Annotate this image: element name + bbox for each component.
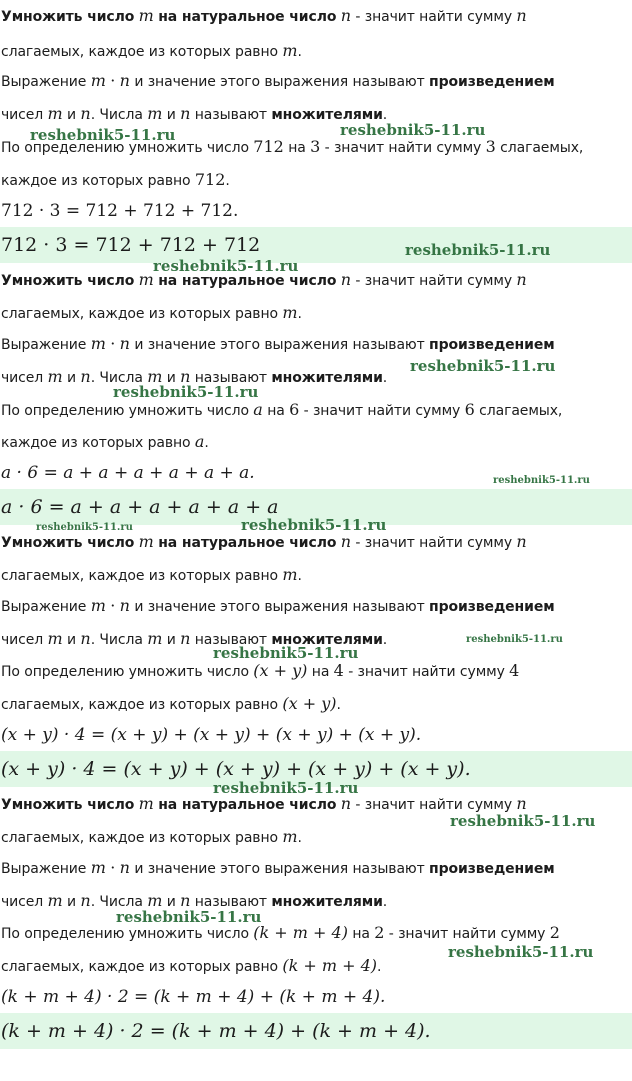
equation: (x + y) · 4 = (x + y) + (x + y) + (x + y) + (x + y). — [1, 725, 422, 745]
watermark: reshebnik5-11.ru — [450, 812, 596, 830]
watermark: reshebnik5-11.ru — [493, 475, 590, 486]
watermark: reshebnik5-11.ru — [213, 644, 359, 662]
equation: a · 6 = a + a + a + a + a + a. — [1, 463, 255, 483]
expression-line: Выражение m · n и значение этого выражения называют произведением — [1, 858, 555, 877]
watermark: reshebnik5-11.ru — [241, 516, 387, 534]
definition-line-1: Умножить число m на натуральное число n - значит найти сумму n — [1, 6, 527, 25]
by-definition-line: По определению умножить число a на 6 - значит найти сумму 6 слагаемых, — [1, 400, 563, 419]
watermark: reshebnik5-11.ru — [116, 908, 262, 926]
watermark: reshebnik5-11.ru — [213, 779, 359, 797]
each-term-line: каждое из которых равно a. — [1, 432, 209, 451]
watermark: reshebnik5-11.ru — [466, 634, 563, 645]
watermark: reshebnik5-11.ru — [410, 357, 556, 375]
watermark: reshebnik5-11.ru — [30, 126, 176, 144]
watermark: reshebnik5-11.ru — [153, 257, 299, 275]
watermark: reshebnik5-11.ru — [340, 121, 486, 139]
factors-line: чисел m и n. Числа m и n называют множителями. — [1, 629, 388, 648]
factors-line: чисел m и n. Числа m и n называют множителями. — [1, 367, 388, 386]
by-definition-line: По определению умножить число 712 на 3 - значит найти сумму 3 слагаемых, — [1, 137, 584, 156]
watermark: reshebnik5-11.ru — [448, 943, 594, 961]
expression-line: Выражение m · n и значение этого выражения называют произведением — [1, 596, 555, 615]
watermark: reshebnik5-11.ru — [36, 522, 133, 533]
each-term-line: каждое из которых равно 712. — [1, 170, 230, 189]
factors-line: чисел m и n. Числа m и n называют множителями. — [1, 891, 388, 910]
answer-box — [0, 1013, 632, 1049]
by-definition-line: По определению умножить число (x + y) на 4 - значит найти сумму 4 — [1, 661, 520, 680]
expression-line: Выражение m · n и значение этого выражения называют произведением — [1, 71, 555, 90]
by-definition-line: По определению умножить число (k + m + 4) на 2 - значит найти сумму 2 — [1, 923, 560, 942]
factors-line: чисел m и n. Числа m и n называют множителями. — [1, 104, 388, 123]
each-term-line: слагаемых, каждое из которых равно (k + m + 4). — [1, 956, 382, 975]
answer: a · 6 = a + a + a + a + a + a — [1, 496, 279, 518]
watermark: reshebnik5-11.ru — [113, 383, 259, 401]
each-term-line: слагаемых, каждое из которых равно (x + y). — [1, 694, 341, 713]
answer: (x + y) · 4 = (x + y) + (x + y) + (x + y) + (x + y). — [1, 758, 471, 780]
answer: 712 · 3 = 712 + 712 + 712 — [1, 234, 261, 256]
watermark: reshebnik5-11.ru — [405, 241, 551, 259]
definition-line-1: Умножить число m на натуральное число n - значит найти сумму n — [1, 532, 527, 551]
definition-line-2: слагаемых, каждое из которых равно m. — [1, 827, 302, 846]
equation: (k + m + 4) · 2 = (k + m + 4) + (k + m + 4). — [1, 987, 386, 1007]
expression-line: Выражение m · n и значение этого выражения называют произведением — [1, 334, 555, 353]
definition-line-2: слагаемых, каждое из которых равно m. — [1, 565, 302, 584]
answer: (k + m + 4) · 2 = (k + m + 4) + (k + m + 4). — [1, 1020, 431, 1042]
definition-line-1: Умножить число m на натуральное число n - значит найти сумму n — [1, 270, 527, 289]
definition-line-2: слагаемых, каждое из которых равно m. — [1, 41, 302, 60]
equation: 712 · 3 = 712 + 712 + 712. — [1, 201, 239, 221]
definition-line-2: слагаемых, каждое из которых равно m. — [1, 303, 302, 322]
definition-line-1: Умножить число m на натуральное число n - значит найти сумму n — [1, 794, 527, 813]
